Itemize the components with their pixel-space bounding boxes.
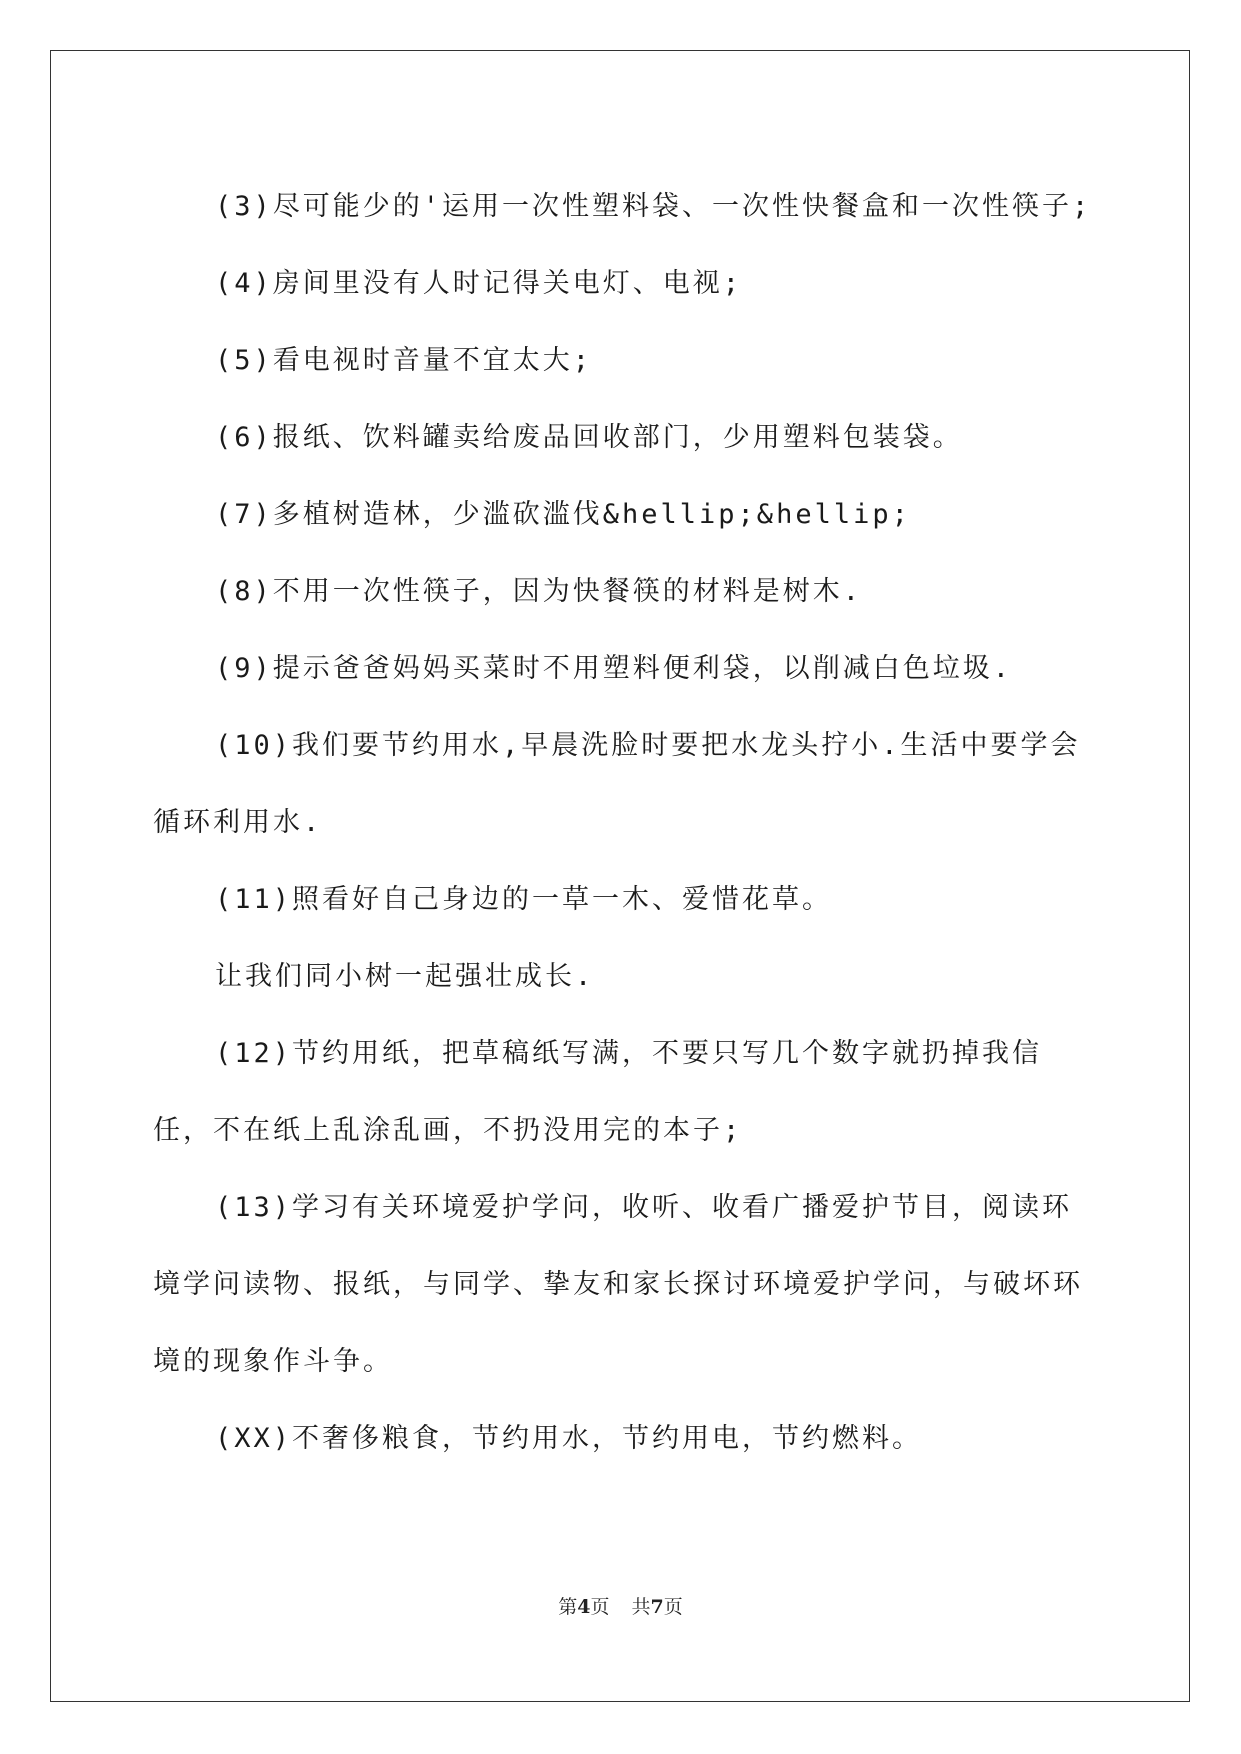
page-footer [0, 1592, 1241, 1619]
paragraph-11: (11)照看好自己身边的一草一木、爱惜花草。 [215, 884, 833, 915]
paragraph-5: (5)看电视时音量不宜太大; [215, 345, 593, 376]
paragraph-9: (9)提示爸爸妈妈买菜时不用塑料便利袋，以削减白色垃圾. [215, 653, 1013, 684]
paragraph-12: (12)节约用纸，把草稿纸写满，不要只写几个数字就扔掉我信任，不在纸上乱涂乱画，不扔没用完的本子; [153, 1038, 1043, 1146]
footer-page-number: 4 [577, 1596, 591, 1618]
paragraph-4: (4)房间里没有人时记得关电灯、电视; [215, 268, 743, 299]
footer-total-suffix: 页 [663, 1596, 683, 1618]
paragraph-13: (13)学习有关环境爱护学问，收听、收看广播爱护节目，阅读环境学问读物、报纸，与同学、挚友和家长探讨环境爱护学问，与破坏环境的现象作斗争。 [153, 1192, 1083, 1377]
paragraph-xx: (XX)不奢侈粮食，节约用水，节约用电，节约燃料。 [215, 1423, 923, 1454]
footer-total-pages: 7 [650, 1596, 664, 1618]
document-body [153, 168, 1093, 1477]
footer-page-suffix: 页 [590, 1596, 610, 1618]
paragraph-grow-together: 让我们同小树一起强壮成长. [215, 961, 595, 992]
paragraph-7: (7)多植树造林，少滥砍滥伐&hellip;&hellip; [215, 499, 911, 530]
footer-prefix: 第 [558, 1596, 578, 1618]
paragraph-6: (6)报纸、饮料罐卖给废品回收部门，少用塑料包装袋。 [215, 422, 963, 453]
paragraph-3: (3)尽可能少的'运用一次性塑料袋、一次性快餐盒和一次性筷子; [215, 191, 1092, 222]
paragraph-8: (8)不用一次性筷子，因为快餐筷的材料是树木. [215, 576, 863, 607]
footer-total-prefix: 共 [631, 1596, 651, 1618]
paragraph-10: (10)我们要节约用水,早晨洗脸时要把水龙头拧小.生活中要学会循环利用水. [153, 730, 1081, 838]
